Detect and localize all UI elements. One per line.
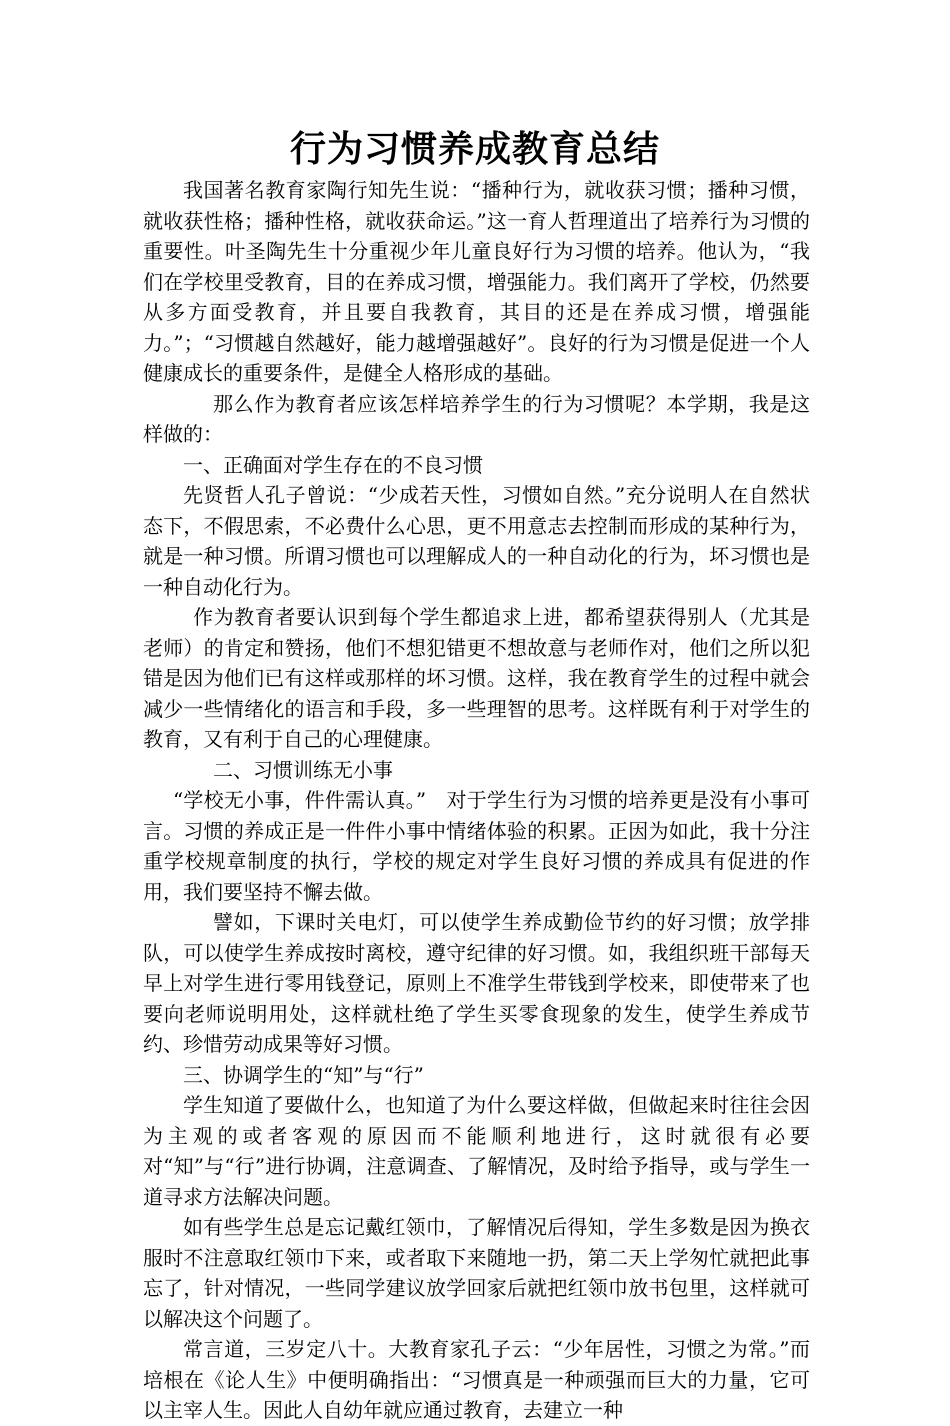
paragraph-educator: 作为教育者要认识到每个学生都追求上进，都希望获得别人（尤其是老师）的肯定和赞扬，他们不想犯错更不想故意与老师作对，他们之所以犯错是因为他们已有这样或那样的坏习惯。这样，我在教育学生的过程中就会减少一些情绪化的语言和手段，多一些理智的思考。这样既有利于对学生的教育，又有利于自己的心理健康。 bbox=[143, 605, 810, 751]
section-heading-3: 三、协调学生的“知”与“行” bbox=[183, 1062, 424, 1087]
paragraph-question: 那么作为教育者应该怎样培养学生的行为习惯呢？本学期，我是这样做的： bbox=[143, 391, 810, 446]
paragraph-confucius: 先贤哲人孔子曾说：“少成若天性，习惯如自然。”充分说明人在自然状态下，不假思索，不必费什么心思，更不用意志去控制而形成的某种行为，就是一种习惯。所谓习惯也可以理解成人的一种自动化的行为，坏习惯也是一种自动化行为。 bbox=[143, 483, 810, 599]
section-heading-2: 二、习惯训练无小事 bbox=[213, 757, 393, 782]
document-title: 行为习惯养成教育总结 bbox=[289, 129, 660, 170]
paragraph-intro: 我国著名教育家陶行知先生说：“播种行为，就收获习惯；播种习惯，就收获性格；播种性格，就收获命运。”这一育人哲理道出了培养行为习惯的重要性。叶圣陶先生十分重视少年儿童良好行为习惯的培养。他认为，“我们在学校里受教育，目的在养成习惯，增强能力。我们离开了学校，仍然要从多方面受教育，并且要自我教育，其目的还是在养成习惯，增强能力。”；“习惯越自然越好，能力越增强越好”。良好的行为习惯是促进一个人健康成长的重要条件，是健全人格形成的基础。 bbox=[143, 178, 810, 385]
paragraph-school-rules: “学校无小事，件件需认真。” 对于学生行为习惯的培养更是没有小事可言。习惯的养成正是一件件小事中情绪体验的积累。正因为如此，我十分注重学校规章制度的执行，学校的规定对学生良好习惯的养成具有促进的作用，我们要坚持不懈去做。 bbox=[143, 788, 810, 904]
paragraph-red-scarf: 如有些学生总是忘记戴红领巾，了解情况后得知，学生多数是因为换衣服时不注意取红领巾下来，或者取下来随地一扔，第二天上学匆忙就把此事忘了，针对情况，一些同学建议放学回家后就把红领巾放书包里，这样就可以解决这个问题了。 bbox=[143, 1215, 810, 1331]
document-body bbox=[143, 175, 810, 1426]
paragraph-examples: 譬如，下课时关电灯，可以使学生养成勤俭节约的好习惯；放学排队，可以使学生养成按时离校，遵守纪律的好习惯。如，我组织班干部每天早上对学生进行零用钱登记，原则上不准学生带钱到学校来，即使带来了也要向老师说明用处，这样就杜绝了学生买零食现象的发生，使学生养成节约、珍惜劳动成果等好习惯。 bbox=[143, 910, 810, 1056]
paragraph-know-act: 学生知道了要做什么，也知道了为什么要这样做，但做起来时往往会因为主观的或者客观的原因而不能顺利地进行，这时就很有必要对“知”与“行”进行协调，注意调查、了解情况，及时给予指导，或与学生一道寻求方法解决问题。 bbox=[143, 1093, 810, 1209]
paragraph-proverb: 常言道，三岁定八十。大教育家孔子云：“少年居性，习惯之为常。”而培根在《论人生》中便明确指出：“习惯真是一种顽强而巨大的力量，它可以主宰人生。因此人自幼年就应通过教育，去建立一种 bbox=[143, 1337, 810, 1422]
section-heading-1: 一、正确面对学生存在的不良习惯 bbox=[183, 452, 483, 477]
